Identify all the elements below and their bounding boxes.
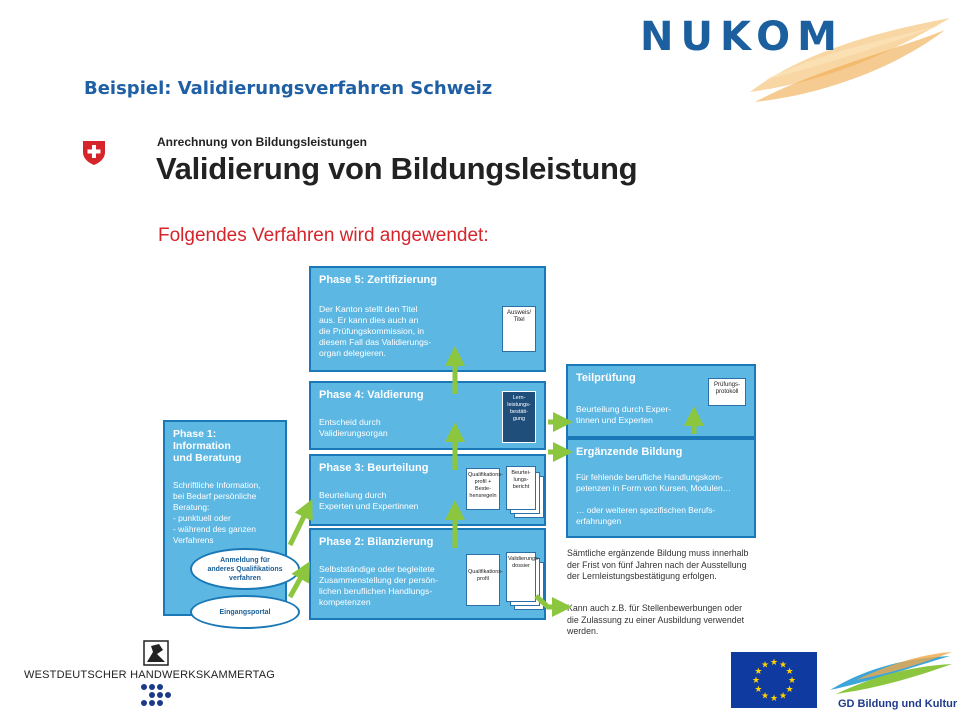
zdh-logo-icon: [143, 640, 169, 666]
phase5-title: Phase 5: Zertifizierung: [319, 274, 437, 286]
swiss-coat-of-arms-icon: [82, 140, 106, 166]
document-subtitle: Folgendes Verfahren wird angewendet:: [158, 225, 489, 246]
phase5-text: Der Kanton stellt den Titel aus. Er kann dies auch an die Prüfungskommission, in diesem Fall das Validierungs- organ delegieren.: [319, 304, 432, 358]
eu-flag-icon: [731, 652, 817, 708]
phase4-text: Entscheid durch Validierungsorgan: [319, 417, 388, 438]
phase2-title: Phase 2: Bilanzierung: [319, 536, 434, 548]
phase4-title: Phase 4: Valdierung: [319, 389, 424, 401]
phase3-title: Phase 3: Beurteilung: [319, 462, 429, 474]
gd-name: GD Bildung und Kultur: [838, 698, 958, 710]
document-kicker: Anrechnung von Bildungsleistungen: [157, 135, 367, 149]
validierungsdossier-document: Validierungs- dossier: [506, 552, 536, 602]
slide-title: Beispiel: Validierungsverfahren Schweiz: [84, 78, 493, 99]
ergaenzende-bildung-box: [566, 438, 756, 538]
eingangsportal-ellipse: Eingangsportal: [190, 595, 300, 629]
phase1-text: Schriftliche Information, bei Bedarf persönliche Beratung: - punktuell oder - während des ganzen Verfahrens: [173, 480, 261, 545]
lernleistung-document: Lern- leistungs- bestäti- gung: [502, 391, 536, 443]
beurteilungsbericht-document: Beurtei- lungs- bericht: [506, 466, 536, 510]
qualifikationsprofil-document: Qualifikations- profil: [466, 554, 500, 606]
eu-star-icon: ★: [778, 690, 788, 701]
eu-star-icon: ★: [769, 693, 779, 703]
gd-swoosh-graphic: [826, 650, 954, 696]
frist-note: Sämtliche ergänzende Bildung muss innerhalb der Frist von fünf Jahren nach der Ausstellung der Lernleistungsbestätigung erfolgen.: [567, 548, 749, 581]
phase3-box: [309, 454, 546, 526]
zdh-dots-graphic: [136, 682, 176, 712]
arrow-anmeldung-to-phase3: [290, 508, 308, 545]
pruefungsprotokoll-document: Prüfungs- protokoll: [708, 378, 746, 406]
phase1-title: Phase 1: Information und Beratung: [173, 428, 242, 464]
eu-star-icon: ★: [785, 666, 794, 676]
eu-star-icon: ★: [787, 675, 797, 685]
teilpruefung-title: Teilprüfung: [576, 372, 636, 384]
qualifikationsprofil-bestehen-document: Qualifikations- profil + Beste- hensregeln: [466, 468, 500, 510]
phase3-text: Beurteilung durch Experten und Expertinnen: [319, 490, 419, 511]
ausweis-document: Ausweis/ Titel: [502, 306, 536, 352]
phase4-box: [309, 381, 546, 450]
teilpruefung-box: [566, 364, 756, 438]
eu-star-icon: ★: [760, 690, 770, 701]
ergaenzende-text: Für fehlende berufliche Handlungskom- petenzen in Form von Kursen, Modulen… … oder weiteren spezifischen Berufs- erfahrungen: [576, 472, 732, 526]
phase2-box: [309, 528, 546, 620]
eu-star-icon: ★: [778, 659, 788, 670]
anmeldung-ellipse: Anmeldung für anderes Qualifikations verfahren: [190, 548, 300, 590]
eu-star-icon: ★: [754, 684, 763, 694]
eu-star-icon: ★: [785, 684, 794, 694]
phase2-text: Selbstständige oder begleitete Zusammenstellung der persön- lichen beruflichen Handlungs- kompetenzen: [319, 564, 438, 607]
zdh-name: WESTDEUTSCHER HANDWERKSKAMMERTAG: [24, 669, 276, 681]
teilpruefung-text: Beurteilung durch Exper- tinnen und Experten: [576, 404, 672, 425]
eu-star-icon: ★: [754, 666, 763, 676]
eu-star-icon: ★: [751, 675, 761, 685]
phase5-box: [309, 266, 546, 372]
eu-star-icon: ★: [769, 657, 779, 667]
ergaenzende-title: Ergänzende Bildung: [576, 446, 683, 458]
verwendung-note: Kann auch z.B. für Stellenbewerbungen oder die Zulassung zu einer Ausbildung verwendet werden.: [567, 603, 745, 636]
eu-star-icon: ★: [760, 659, 770, 670]
nukom-logo: NUKOM: [640, 14, 844, 60]
document-title: Validierung von Bildungsleistung: [156, 151, 638, 186]
